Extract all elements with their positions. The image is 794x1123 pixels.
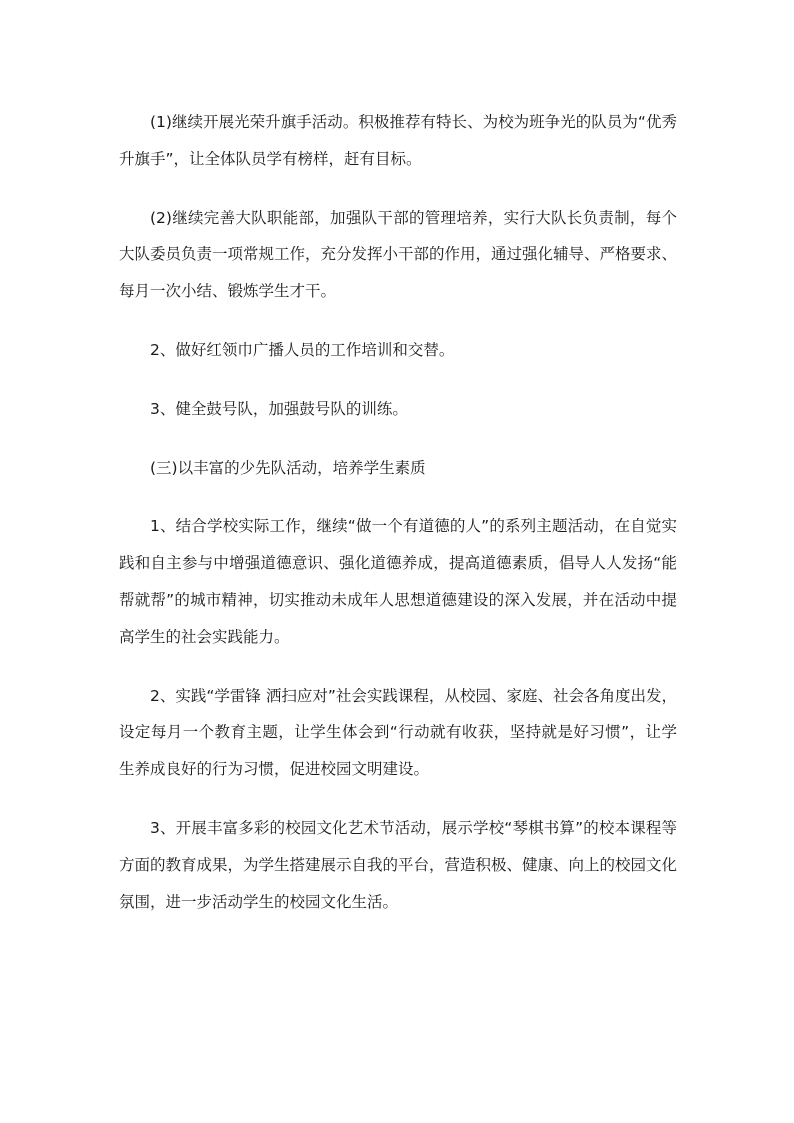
- paragraph-social-practice: 2、实践“学雷锋 洒扫应对”社会实践课程，从校园、家庭、社会各角度出发，设定每月一个教育主题，让学生体会到“行动就有收获，坚持就是好习惯”，让学生养成良好的行为习惯，促进校园文明建设。: [119, 686, 677, 779]
- paragraph-honor-flag-raiser: (1)继续开展光荣升旗手活动。积极推荐有特长、为校为班争光的队员为“优秀升旗手”，让全体队员学有榜样，赶有目标。: [119, 113, 677, 168]
- paragraph-art-festival: 3、开展丰富多彩的校园文化艺术节活动，展示学校“琴棋书算”的校本课程等方面的教育成果，为学生搭建展示自我的平台，营造积极、健康、向上的校园文化氛围，进一步活动学生的校园文化生活。: [119, 818, 678, 911]
- paragraph-drum-team: 3、健全鼓号队，加强鼓号队的训练。: [150, 399, 408, 418]
- paragraph-broadcast-training: 2、做好红领巾广播人员的工作培训和交替。: [150, 340, 455, 359]
- paragraph-moral-activities: 1、结合学校实际工作，继续“做一个有道德的人”的系列主题活动，在自觉实践和自主参与中增强道德意识、强化道德养成，提高道德素质，倡导人人发扬“能帮就帮”的城市精神，切实推动未成年人思想道德建设的深入发展，并在活动中提高学生的社会实践能力。: [119, 517, 677, 646]
- paragraph-brigade-department: (2)继续完善大队职能部，加强队干部的管理培养，实行大队长负责制，每个大队委员负责一项常规工作，充分发挥小干部的作用，通过强化辅导、严格要求、每月一次小结、锻炼学生才干。: [119, 208, 678, 301]
- document-body: [119, 104, 677, 942]
- section-heading-activities: (三)以丰富的少先队活动，培养学生素质: [150, 458, 426, 477]
